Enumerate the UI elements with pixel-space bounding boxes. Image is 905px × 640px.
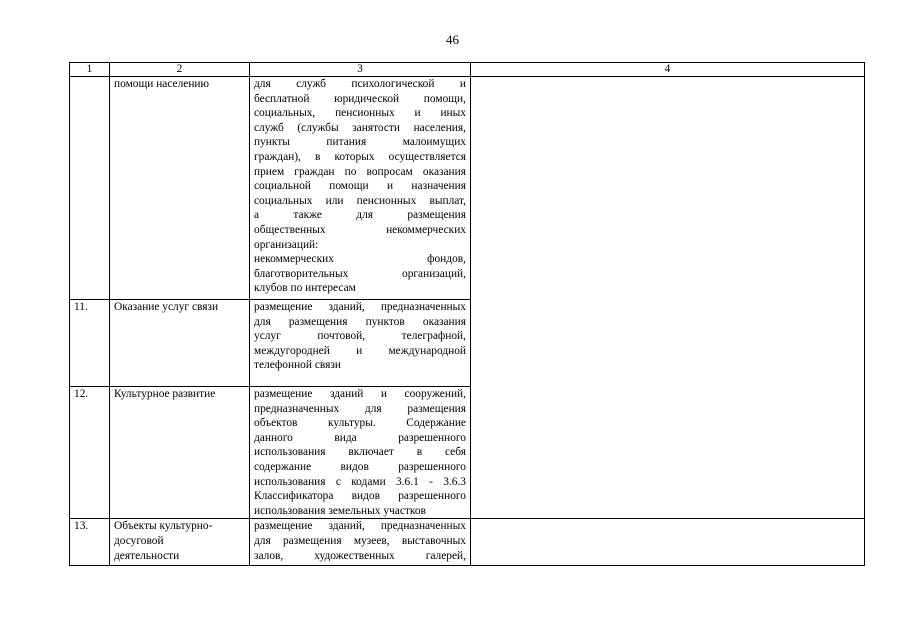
description-line: телефонной связи <box>254 359 341 372</box>
description-line: пункты питания малоимущих <box>254 136 466 149</box>
row-description <box>250 77 471 300</box>
row-name-line: деятельности <box>114 549 180 562</box>
header-col-2: 2 <box>110 63 250 77</box>
description-line: социальных, пенсионных и иных <box>254 107 466 120</box>
row-column-4 <box>471 519 865 566</box>
description-line: междугородней и международной <box>254 344 466 357</box>
row-name <box>110 300 250 387</box>
table-row <box>70 77 865 300</box>
description-line: социальных или пенсионных выплат, <box>254 194 466 207</box>
description-line: бесплатной юридической помощи, <box>254 92 466 105</box>
description-line: общественных некоммерческих <box>254 223 466 236</box>
table-header-row <box>70 63 865 77</box>
page-number: 46 <box>446 32 459 47</box>
description-line: благотворительных организаций, <box>254 267 466 280</box>
description-line: клубов по интересам <box>254 282 356 295</box>
row-name <box>110 77 250 300</box>
row-name-line: досуговой <box>114 534 164 547</box>
description-line: Классификатора видов разрешенного <box>254 490 466 503</box>
row-number <box>70 77 110 300</box>
header-col-3: 3 <box>250 63 471 77</box>
description-line: размещение зданий, предназначенных <box>254 520 466 533</box>
description-line: граждан), в которых осуществляется <box>254 150 466 163</box>
description-line: социальной помощи и назначения <box>254 180 466 193</box>
description-line: а также для размещения <box>254 209 466 222</box>
row-column-4 <box>471 77 865 519</box>
description-line: размещение зданий, предназначенных <box>254 301 466 313</box>
description-line: для служб психологической и <box>254 78 466 90</box>
row-number: 12. <box>70 387 110 519</box>
description-line: использования включает в себя <box>254 446 466 459</box>
description-line: для размещения пунктов оказания <box>254 315 466 328</box>
description-line: предназначенных для размещения <box>254 402 466 415</box>
row-name-line: Оказание услуг связи <box>114 301 219 313</box>
row-name-line: помощи населению <box>114 78 210 90</box>
row-name-line: Объекты культурно- <box>114 520 213 533</box>
description-line: организаций: <box>254 238 319 251</box>
description-line: размещение зданий и сооружений, <box>254 388 466 400</box>
description-line: содержание видов разрешенного <box>254 460 466 473</box>
row-name-line: Культурное развитие <box>114 388 216 400</box>
row-name <box>110 387 250 519</box>
row-description <box>250 300 471 387</box>
description-line: залов, художественных галерей, <box>254 549 466 562</box>
description-line: использования с кодами 3.6.1 - 3.6.3 <box>254 475 466 488</box>
description-line: услуг почтовой, телеграфной, <box>254 330 466 343</box>
description-line: для размещения музеев, выставочных <box>254 534 466 547</box>
description-line: использования земельных участков <box>254 504 426 517</box>
land-use-table <box>69 62 865 566</box>
header-col-1: 1 <box>70 63 110 77</box>
description-line: данного вида разрешенного <box>254 431 466 444</box>
description-line: объектов культуры. Содержание <box>254 417 466 430</box>
row-name <box>110 519 250 566</box>
description-line: некоммерческих фондов, <box>254 253 466 266</box>
description-line: служб (службы занятости населения, <box>254 121 466 134</box>
row-description <box>250 519 471 566</box>
description-line: прием граждан по вопросам оказания <box>254 165 466 178</box>
row-number: 11. <box>70 300 110 387</box>
table-row <box>70 519 865 566</box>
row-description <box>250 387 471 519</box>
row-number: 13. <box>70 519 110 566</box>
header-col-4: 4 <box>471 63 865 77</box>
